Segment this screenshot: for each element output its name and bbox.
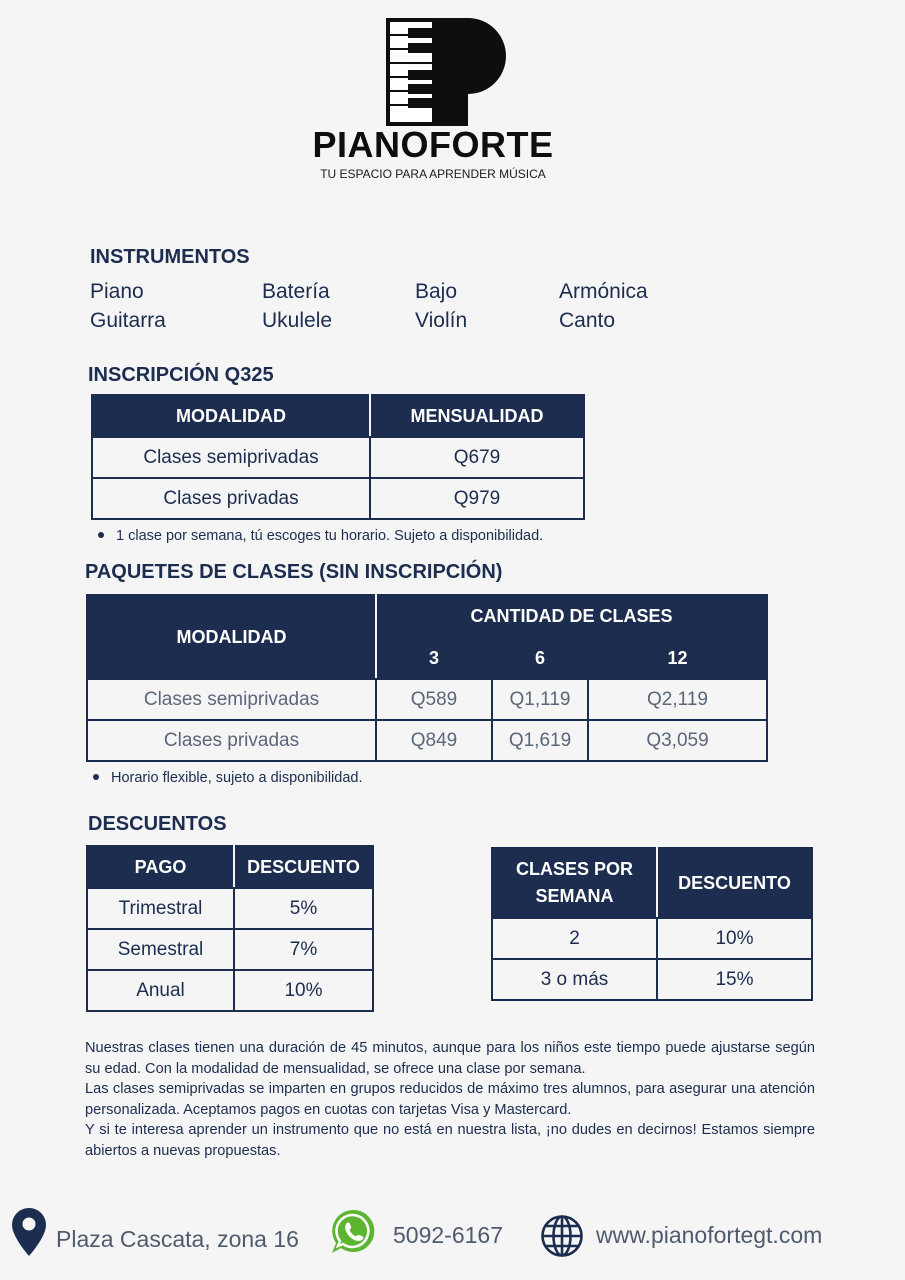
table-row — [92, 437, 584, 478]
instrument-item: Batería — [262, 280, 330, 303]
inscription-title: INSCRIPCIÓN Q325 — [88, 364, 274, 386]
table-cell: Clases privadas — [87, 720, 376, 761]
weekly-discount-table — [491, 847, 813, 1001]
piano-logo-icon — [386, 18, 508, 126]
table-cell: Q1,619 — [492, 720, 588, 761]
table-row — [492, 918, 812, 959]
packages-title: PAQUETES DE CLASES (SIN INSCRIPCIÓN) — [85, 561, 503, 583]
brand-tagline: TU ESPACIO PARA APRENDER MÚSICA — [320, 167, 546, 181]
bullet-icon — [98, 532, 104, 538]
table-row — [92, 478, 584, 519]
table-header: 6 — [492, 637, 588, 679]
info-paragraph-3: Y si te interesa aprender un instrumento que no está en nuestra lista, ¡no dudes en decirnos! Estamos siempre abiertos a nuevas propuestas. — [85, 1122, 815, 1159]
table-cell: Anual — [87, 970, 234, 1011]
packages-table — [86, 594, 768, 762]
table-header: MODALIDAD — [92, 395, 370, 437]
table-header: 12 — [588, 637, 767, 679]
table-header: DESCUENTO — [657, 848, 812, 918]
bullet-icon — [93, 774, 99, 780]
whatsapp-icon — [329, 1208, 377, 1256]
instrument-item: Bajo — [415, 280, 458, 303]
table-header: MENSUALIDAD — [370, 395, 584, 437]
table-cell: 5% — [234, 888, 373, 929]
table-row — [87, 970, 373, 1011]
address-text: Plaza Cascata, zona 16 — [56, 1226, 299, 1252]
table-cell: Clases semiprivadas — [87, 679, 376, 720]
table-cell: Q3,059 — [588, 720, 767, 761]
instruments-title: INSTRUMENTOS — [90, 246, 250, 268]
instrument-item: Piano — [90, 280, 144, 303]
location-pin-icon — [12, 1208, 46, 1256]
instrument-item: Armónica — [559, 280, 648, 303]
table-cell: 7% — [234, 929, 373, 970]
table-header: PAGO — [87, 846, 234, 888]
payment-discount-table — [86, 845, 374, 1012]
table-cell: 2 — [492, 918, 657, 959]
table-cell: Trimestral — [87, 888, 234, 929]
inscription-note: 1 clase por semana, tú escoges tu horario. Sujeto a disponibilidad. — [98, 528, 543, 544]
table-row — [87, 888, 373, 929]
table-cell: Q589 — [376, 679, 492, 720]
phone-text: 5092-6167 — [393, 1222, 503, 1248]
table-header: CLASES POR SEMANA — [492, 848, 657, 918]
info-paragraph — [85, 1038, 815, 1161]
instrument-item: Guitarra — [90, 309, 166, 332]
table-cell: Clases privadas — [92, 478, 370, 519]
table-row — [492, 959, 812, 1000]
table-cell: Semestral — [87, 929, 234, 970]
table-cell: Clases semiprivadas — [92, 437, 370, 478]
table-header: MODALIDAD — [87, 595, 376, 679]
table-row — [87, 720, 767, 761]
table-row — [87, 679, 767, 720]
instrument-item: Ukulele — [262, 309, 333, 332]
inscription-table — [91, 394, 585, 520]
table-header: CANTIDAD DE CLASES — [376, 595, 767, 637]
table-cell: Q679 — [370, 437, 584, 478]
table-cell: Q849 — [376, 720, 492, 761]
website-link[interactable]: www.pianofortegt.com — [596, 1222, 823, 1248]
info-paragraph-1: Nuestras clases tienen una duración de 45 minutos, aunque para los niños este tiempo puede ajustarse según su edad. Con la modalidad de mensualidad, se ofrece una clase por semana. — [85, 1040, 815, 1077]
table-row — [87, 929, 373, 970]
info-paragraph-2: Las clases semiprivadas se imparten en grupos reducidos de máximo tres alumnos, para asegurar una atención personalizada. Aceptamos pagos en cuotas con tarjetas Visa y Mastercard. — [85, 1081, 815, 1118]
table-cell: 10% — [657, 918, 812, 959]
table-header: 3 — [376, 637, 492, 679]
table-cell: Q979 — [370, 478, 584, 519]
packages-note: Horario flexible, sujeto a disponibilidad. — [93, 770, 362, 786]
brand-name: PIANOFORTE — [312, 124, 554, 165]
instrument-item: Canto — [559, 309, 616, 332]
discounts-title: DESCUENTOS — [88, 813, 227, 835]
table-cell: 3 o más — [492, 959, 657, 1000]
globe-icon — [540, 1214, 584, 1258]
table-cell: Q2,119 — [588, 679, 767, 720]
instrument-item: Violín — [415, 309, 468, 332]
table-cell: 15% — [657, 959, 812, 1000]
table-cell: Q1,119 — [492, 679, 588, 720]
table-cell: 10% — [234, 970, 373, 1011]
table-header: DESCUENTO — [234, 846, 373, 888]
